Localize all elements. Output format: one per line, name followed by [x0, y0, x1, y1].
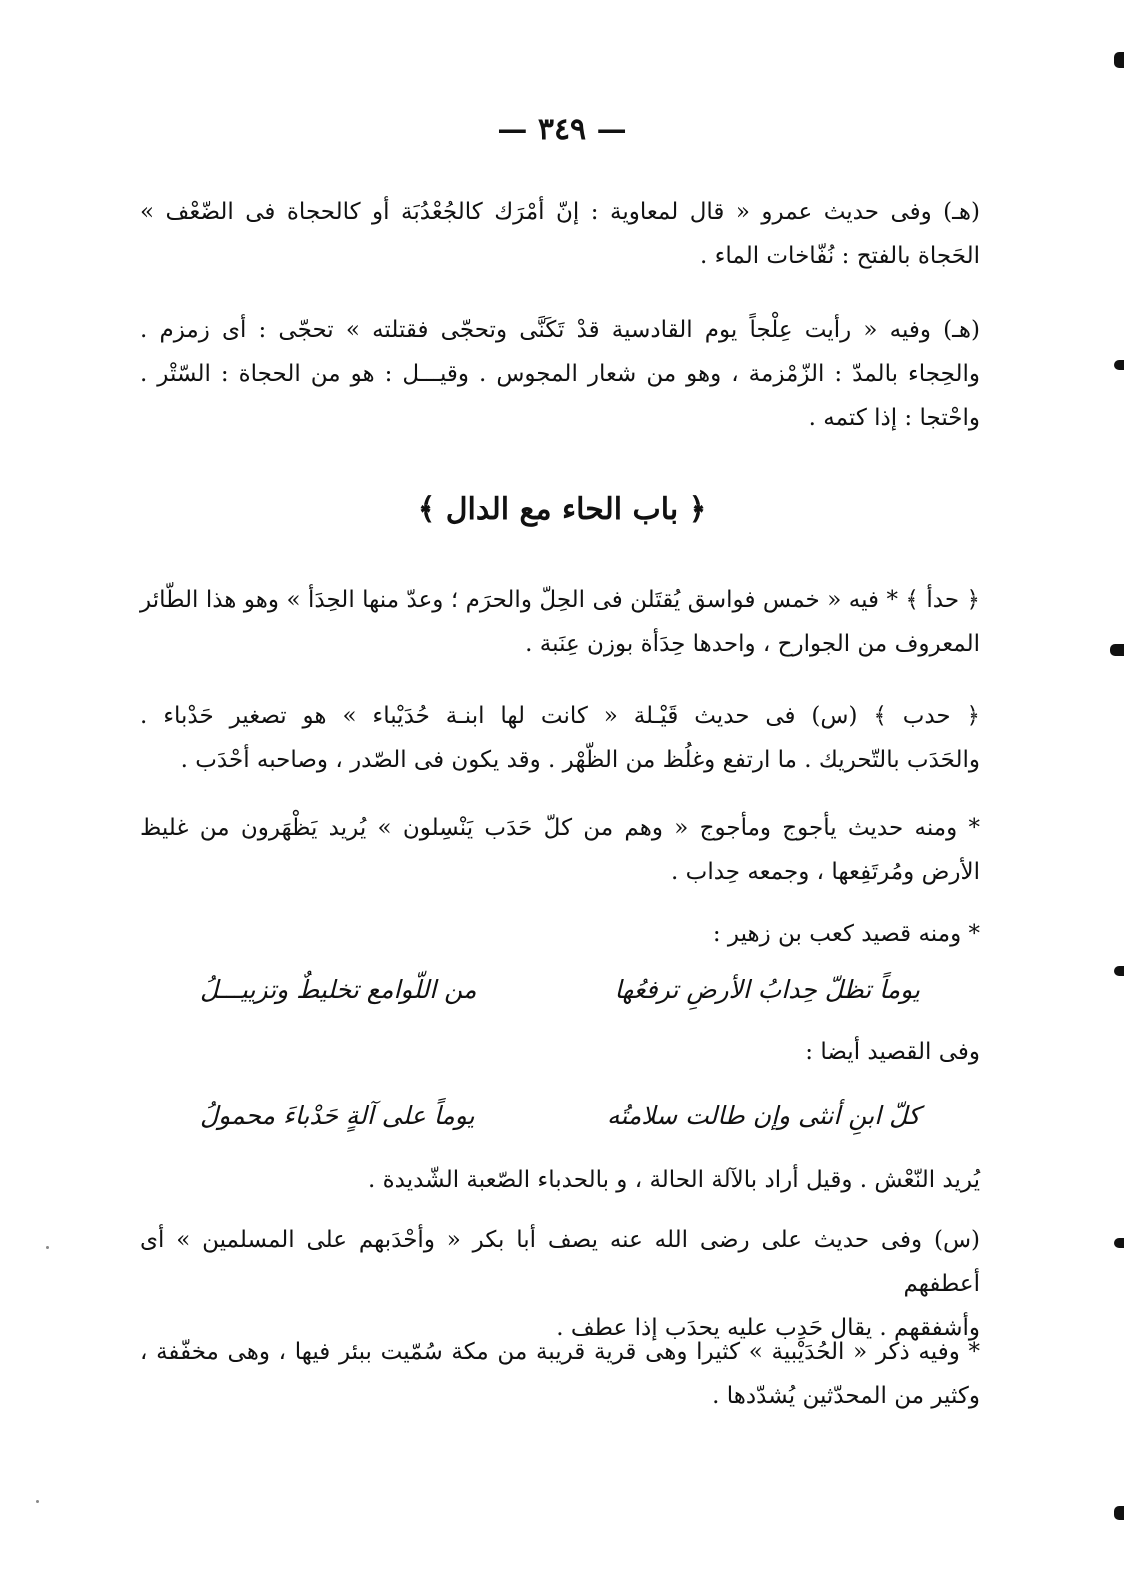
poem-verse-1 [200, 968, 920, 1012]
hemistich-left: من اللّوامع تخليطٌ وتزييـــلُ [200, 975, 477, 1004]
entry-yajuj [140, 806, 980, 894]
chapter-title: ﴿ باب الحاء مع الدال ﴾ [417, 492, 707, 527]
page-number: — ٣٤٩ — [497, 112, 627, 147]
binding-mark [1114, 1238, 1124, 1248]
text-line: الأرض ومُرتَفِعها ، وجمعه حِداب . [671, 859, 980, 885]
text-line: ﴿ حدأ ﴾ * فيه « خمس فواسق يُقتَلن فى الحِلّ والحرَم ؛ وعدّ منها الحِدَأ » وهو هذا الطّائر [140, 587, 980, 613]
binding-mark [1114, 1506, 1124, 1520]
text-line: يُريد النّعْش . وقيل أراد بالآلة الحالة ، و بالحدباء الصّعبة الشّديدة . [367, 1167, 980, 1193]
binding-mark [1114, 360, 1124, 370]
entry-naash [140, 1158, 980, 1202]
binding-mark [1114, 52, 1124, 68]
text-line: ﴿ حدب ﴾ (س) فى حديث قَيْـلة « كانت لها ابنـة حُدَيْباء » هو تصغير حَدْباء . [140, 703, 980, 729]
text-line: واحْتجا : إذا كتمه . [808, 405, 980, 431]
entry-hada [140, 578, 980, 666]
text-line: وكثير من المحدّثين يُشدّدها . [712, 1383, 980, 1409]
text-line: وفى القصيد أيضا : [805, 1039, 980, 1065]
text-line: المعروف من الجوارح ، واحدها حِدَأة بوزن عِنَبة . [525, 631, 980, 657]
hemistich-left: يوماً على آلةٍ حَدْباءَ محمولُ [200, 1101, 475, 1130]
entry-qasid-also [140, 1030, 980, 1074]
entry-hadab [140, 694, 980, 782]
scan-speck [46, 1246, 49, 1249]
binding-mark [1114, 966, 1124, 976]
entry-kaab-intro [140, 912, 980, 956]
text-line: وأشفقهم . يقال حَدِب عليه يحدَب إذا عطف . [556, 1315, 980, 1341]
poem-verse-2 [200, 1094, 920, 1138]
hemistich-right: يوماً تظلّ حِدابُ الأرضِ ترفعُها [614, 975, 920, 1004]
text-line: (هـ) وفى حديث عمرو « قال لمعاوية : إنّ أمْرَك كالجُعْدُبَة أو كالحجاة فى الضّعْف » [140, 199, 980, 225]
text-line: (هـ) وفيه « رأيت عِلْجاً يوم القادسية قدْ تَكَنَّى وتحجّى فقتلته » تحجّى : أى زمزم . [140, 317, 980, 343]
text-line: * ومنه قصيد كعب بن زهير : [712, 921, 980, 947]
text-line: الحَجاة بالفتح : نُفّاخات الماء . [699, 243, 980, 269]
text-line: والحَدَب بالتّحريك . ما ارتفع وغلُظ من الظّهْر . وقد يكون فى الصّدر ، وصاحبه أحْدَب . [180, 747, 980, 773]
scan-speck [36, 1500, 39, 1503]
text-line: (س) وفى حديث على رضى الله عنه يصف أبا بكر « وأحْدَبهم على المسلمين » أى أعطفهم [140, 1227, 980, 1297]
text-line: * وفيه ذكر « الحُدَيْبية » كثيرا وهى قرية قريبة من مكة سُمّيت ببئر فيها ، وهى مخفّفة ، [140, 1339, 980, 1365]
text-line: * ومنه حديث يأجوج ومأجوج « وهم من كلّ حَدَب يَنْسِلون » يُريد يَظْهَرون من غليظ [140, 815, 980, 841]
text-line: والحِجاء بالمدّ : الزّمْزمة ، وهو من شعار المجوس . وقيـــل : هو من الحجاة : السّتْر . [140, 361, 980, 387]
entry-tahajji [140, 308, 980, 440]
hemistich-right: كلّ ابنِ أنثى وإن طالت سلامتُه [606, 1101, 920, 1130]
entry-hudaybiya [140, 1330, 980, 1418]
binding-mark [1110, 644, 1124, 656]
entry-hajat-amr [140, 190, 980, 278]
